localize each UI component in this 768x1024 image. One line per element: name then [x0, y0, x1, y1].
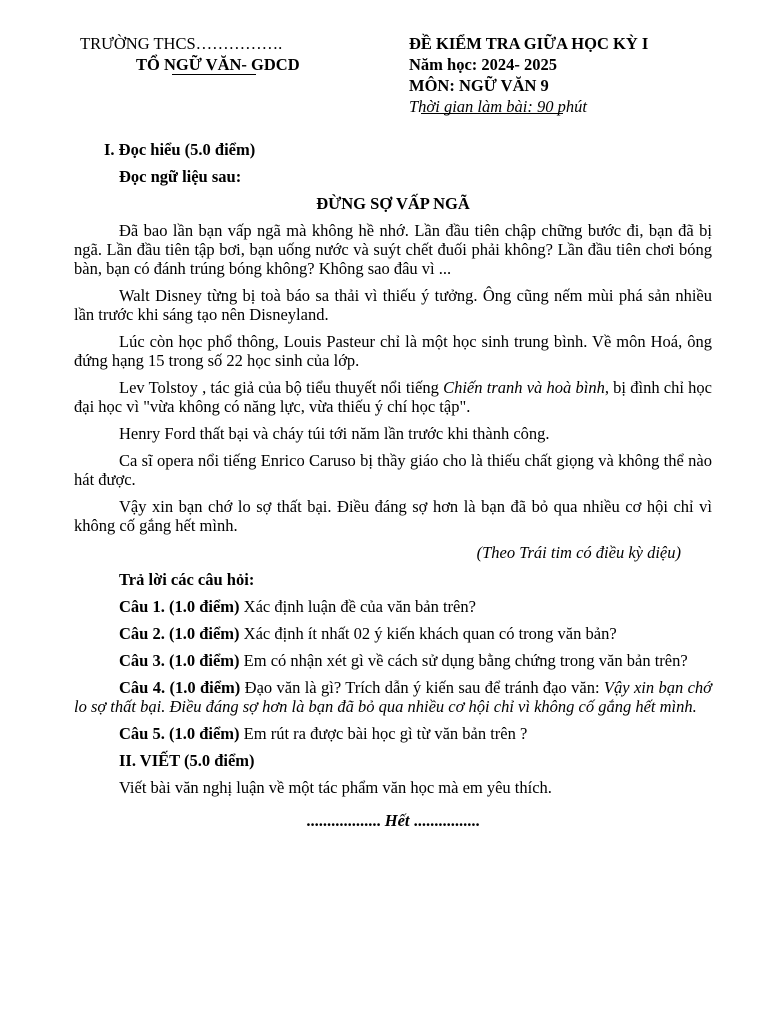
duration: Thời gian làm bài: 90 phút [409, 97, 587, 116]
exam-body [74, 140, 712, 830]
section1-heading: I. Đọc hiểu (5.0 điểm) [104, 140, 256, 159]
question-3 [74, 651, 712, 670]
end-dots-left: .................. [306, 811, 381, 830]
question-text: Xác định ít nhất 02 ý kiến khách quan có trong văn bản? [239, 624, 617, 643]
department-underline [172, 74, 256, 75]
school-name: TRƯỜNG THCS……………. [80, 34, 283, 53]
question-label: Câu 4. (1.0 điểm) [119, 678, 241, 697]
paragraph-1: Đã bao lần bạn vấp ngã mà không hề nhớ. Lần đầu tiên chập chững bước đi, bạn đã bị ngã. Lần đầu tiên tập bơi, bạn uống nước và suýt chết đuối phải không? Lần đầu tiên chơi bóng bàn, bạn có đánh trúng bóng không? Không sao đâu vì ... [74, 221, 712, 278]
paragraph-3: Lúc còn học phổ thông, Louis Pasteur chỉ là một học sinh trung bình. Về môn Hoá, ông đứng hạng 15 trong số 22 học sinh của lớp. [74, 332, 712, 370]
question-5 [74, 724, 712, 743]
paragraph-5: Henry Ford thất bại và cháy túi tới năm lần trước khi thành công. [119, 424, 550, 443]
question-2 [74, 624, 712, 643]
tolstoy-text-before: Lev Tolstoy , tác giả của bộ tiểu thuyết nổi tiếng [119, 378, 444, 397]
department-name: TỔ NGỮ VĂN- GDCD [136, 55, 300, 74]
paragraph-7: Vậy xin bạn chớ lo sợ thất bại. Điều đáng sợ hơn là bạn đã bỏ qua nhiều cơ hội chỉ vì không cố gắng hết mình. [74, 497, 712, 535]
subject: MÔN: NGỮ VĂN 9 [409, 76, 549, 95]
question-1 [74, 597, 712, 616]
question-text: Xác định luận đề của văn bản trên? [239, 597, 476, 616]
end-marker [74, 811, 712, 830]
school-year: Năm học: 2024- 2025 [409, 55, 558, 74]
text-source: (Theo Trái tim có điều kỳ diệu) [476, 543, 681, 562]
question-label: Câu 1. (1.0 điểm) [119, 597, 240, 616]
end-word: Hết [384, 811, 410, 830]
questions-heading: Trả lời các câu hỏi: [119, 570, 255, 589]
question-text: Em rút ra được bài học gì từ văn bản trên ? [239, 724, 528, 743]
header-left [80, 34, 340, 74]
tolstoy-text-after: , bị đình chỉ học đại học vì "vừa không có năng lực, vừa thiếu ý chí học tập". [74, 378, 713, 416]
paragraph-2: Walt Disney từng bị toà báo sa thải vì thiếu ý tưởng. Ông cũng nếm mùi phá sản nhiều lần trước khi sáng tạo nên Disneyland. [74, 286, 712, 324]
section2-heading: II. VIẾT (5.0 điểm) [119, 751, 255, 770]
question-label: Câu 5. (1.0 điểm) [119, 724, 240, 743]
paragraph-6: Ca sĩ opera nổi tiếng Enrico Caruso bị thầy giáo cho là thiếu chất giọng và không thể nào hát được. [74, 451, 712, 489]
question-text: Đạo văn là gì? Trích dẫn ý kiến sau để tránh đạo văn: [240, 678, 604, 697]
question-label: Câu 3. (1.0 điểm) [119, 651, 240, 670]
text-title: ĐỪNG SỢ VẤP NGÃ [316, 194, 470, 213]
question-4 [74, 678, 712, 716]
question-quote: Vậy xin bạn chớ lo sợ thất bại. Điều đáng sợ hơn là bạn đã bỏ qua nhiều cơ hội chỉ vì không cố gắng hết mình. [74, 678, 712, 716]
duration-underline [421, 113, 563, 114]
reading-prompt: Đọc ngữ liệu sau: [119, 167, 242, 186]
header-right [409, 34, 729, 118]
paragraph-tolstoy [74, 378, 712, 416]
question-label: Câu 2. (1.0 điểm) [119, 624, 240, 643]
exam-title: ĐỀ KIỂM TRA GIỮA HỌC KỲ I [409, 34, 649, 53]
writing-task: Viết bài văn nghị luận về một tác phẩm văn học mà em yêu thích. [119, 778, 552, 797]
tolstoy-book-title: Chiến tranh và hoà bình [443, 378, 605, 397]
end-dots-right: ................ [413, 811, 480, 830]
question-text: Em có nhận xét gì về cách sử dụng bằng chứng trong văn bản trên? [239, 651, 688, 670]
